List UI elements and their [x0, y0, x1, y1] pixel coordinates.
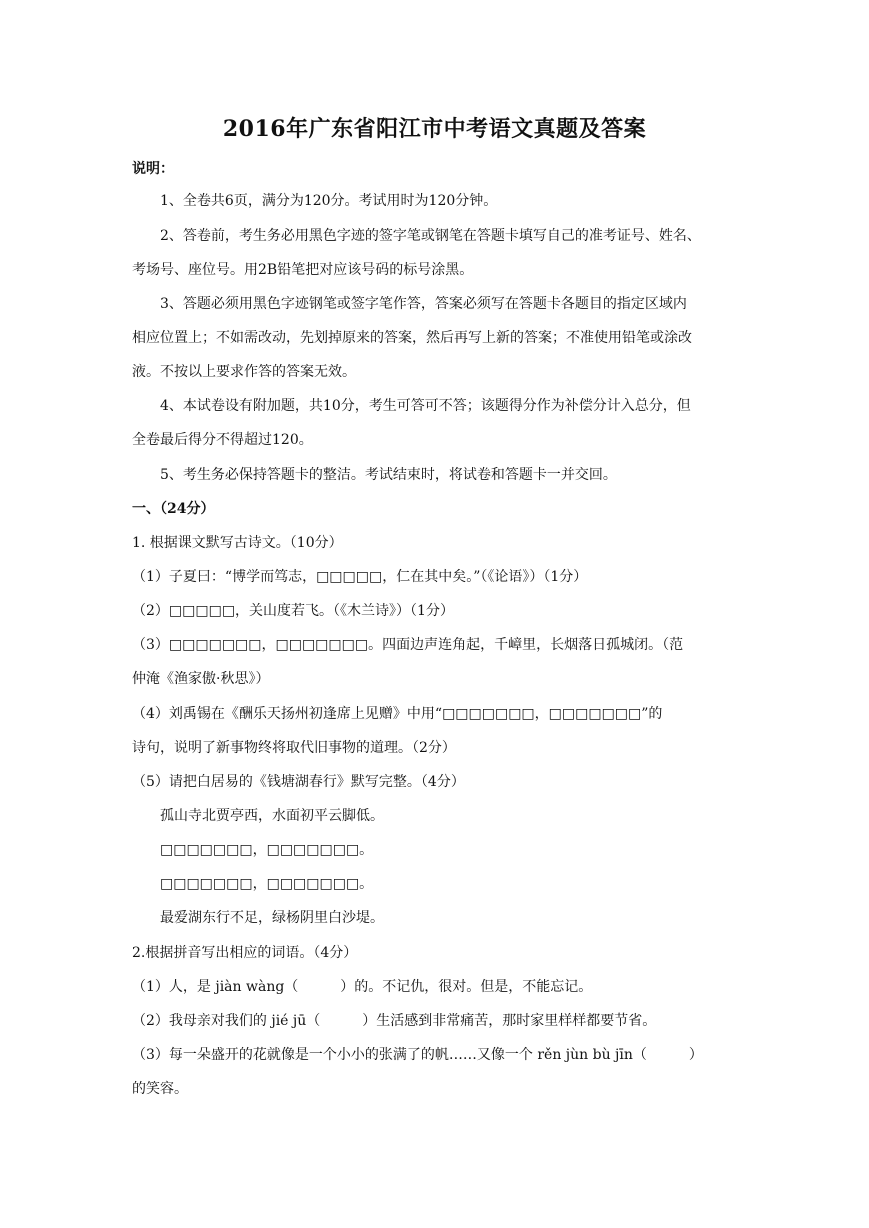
instruction-line: 液。不按以上要求作答的答案无效。	[132, 364, 356, 380]
section-heading: 一、（24分）	[132, 501, 215, 517]
instruction-line: 1、全卷共6页，满分为120分。考试用时为120分钟。	[160, 193, 498, 209]
question-item: 仲淹《渔家傲·秋思》）	[132, 671, 270, 687]
page-title: 2016年广东省阳江市中考语文真题及答案	[222, 116, 647, 142]
instruction-line: 2、答卷前，考生务必用黑色字迹的签字笔或钢笔在答题卡填写自己的准考证号、姓名、	[160, 228, 701, 244]
question-item: 的笑容。	[132, 1081, 188, 1097]
question-item: （1）人，是 jiàn wàng（ ）的。不记仇，很对。但是，不能忘记。	[132, 979, 593, 995]
instruction-line: 考场号、座位号。用2B铅笔把对应该号码的标号涂黑。	[132, 262, 474, 278]
instruction-line: 5、考生务必保持答题卡的整洁。考试结束时，将试卷和答题卡一并交回。	[160, 467, 617, 483]
question-item: （4）刘禹锡在《酬乐天扬州初逢席上见赠》中用“□□□□□□□，□□□□□□□”的	[132, 706, 663, 722]
poem-line: □□□□□□□，□□□□□□□。	[160, 876, 374, 892]
instructions-heading: 说明：	[132, 161, 174, 177]
question-item: （3）每一朵盛开的花就像是一个小小的张满了的帆……又像一个 rěn jùn bù jīn（ ）	[132, 1047, 703, 1063]
question-stem: 2.根据拼音写出相应的词语。（4分）	[132, 945, 358, 961]
question-stem: 1. 根据课文默写古诗文。（10分）	[132, 535, 343, 551]
question-item: 诗句，说明了新事物终将取代旧事物的道理。（2分）	[132, 740, 456, 756]
question-item: （5）请把白居易的《钱塘湖春行》默写完整。（4分）	[132, 774, 465, 790]
instruction-line: 全卷最后得分不得超过120。	[132, 432, 313, 448]
question-item: （2）□□□□□，关山度若飞。（《木兰诗》）（1分）	[132, 603, 454, 619]
poem-line: 孤山寺北贾亭西，水面初平云脚低。	[160, 808, 384, 824]
question-item: （2）我母亲对我们的 jié jū（ ）生活感到非常痛苦，那时家里样样都要节省。	[132, 1013, 657, 1029]
poem-line: 最爱湖东行不足，绿杨阴里白沙堤。	[160, 910, 384, 926]
question-item: （3）□□□□□□□，□□□□□□□。四面边声连角起，千嶂里，长烟落日孤城闭。（范	[132, 637, 684, 653]
poem-line: □□□□□□□，□□□□□□□。	[160, 842, 374, 858]
instruction-line: 相应位置上；不如需改动，先划掉原来的答案，然后再写上新的答案；不准使用铅笔或涂改	[132, 330, 692, 346]
question-item: （1）子夏曰：“博学而笃志，□□□□□，仁在其中矣。”（《论语》）（1分）	[132, 569, 588, 585]
instruction-line: 3、答题必须用黑色字迹钢笔或签字笔作答，答案必须写在答题卡各题目的指定区域内	[160, 296, 687, 312]
instruction-line: 4、本试卷设有附加题，共10分，考生可答可不答；该题得分作为补偿分计入总分，但	[160, 398, 691, 414]
